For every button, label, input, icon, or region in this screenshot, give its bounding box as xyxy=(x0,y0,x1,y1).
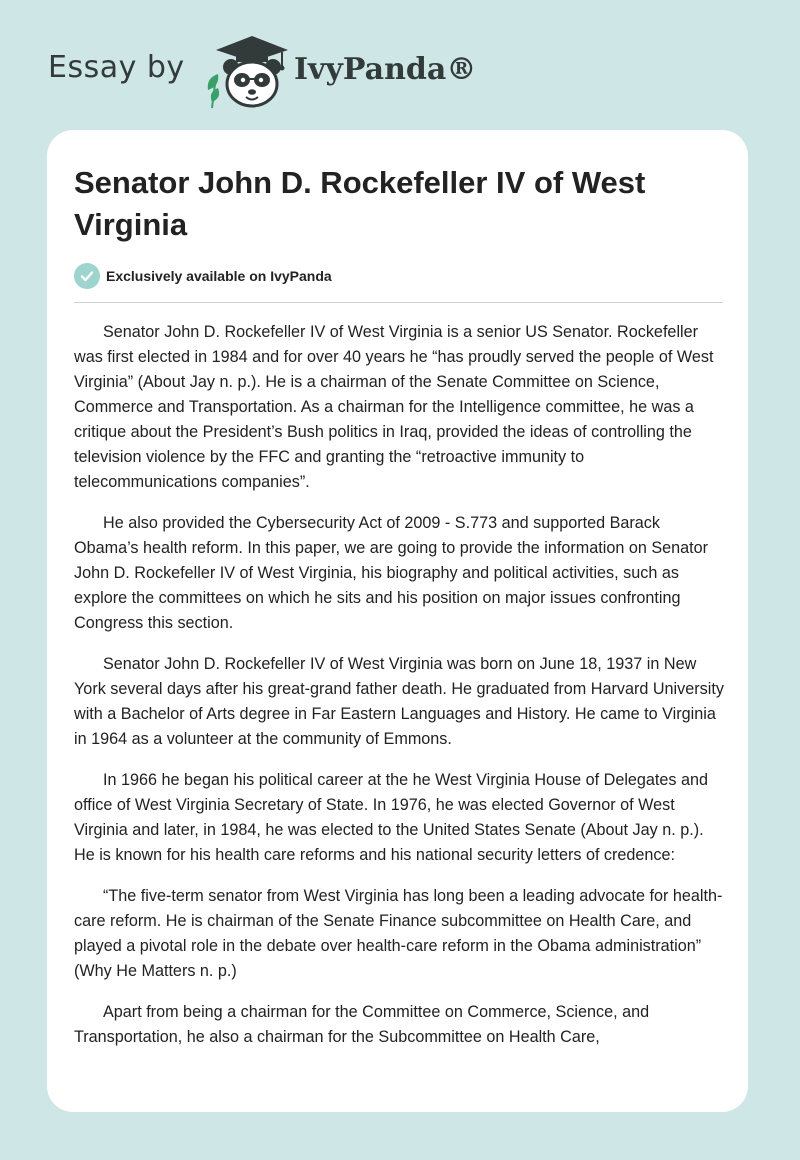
essay-body xyxy=(74,320,724,1066)
brand-header[interactable] xyxy=(48,30,508,110)
brand-prefix: Essay by xyxy=(48,50,185,85)
panda-mascot-icon xyxy=(202,30,294,110)
badge-label: Exclusively available on IvyPanda xyxy=(106,268,332,284)
paragraph: Senator John D. Rockefeller IV of West Virginia is a senior US Senator. Rockefeller was first elected in 1984 and for over 40 years he “has proudly served the people of West Virginia” (About Jay n. p.). He is a chairman of the Senate Committee on Science, Commerce and Transportation. As a chairman for the Intelligence committee, he was a critique about the President’s Bush politics in Iraq, provided the ideas of controlling the television violence by the FFC and granting the “retroactive immunity to telecommunications companies”. xyxy=(74,323,714,491)
essay-card xyxy=(47,130,748,1112)
paragraph: In 1966 he began his political career at the he West Virginia House of Delegates and office of West Virginia Secretary of State. In 1976, he was elected Governor of West Virginia and later, in 1984, he was elected to the United States Senate (About Jay n. p.). He is known for his health care reforms and his national security letters of credence: xyxy=(74,771,709,864)
exclusive-badge xyxy=(74,263,332,289)
paragraph: Apart from being a chairman for the Committee on Commerce, Science, and Transportation, he also a chairman for the Subcommittee on Health Care, xyxy=(74,1003,650,1046)
page-title: Senator John D. Rockefeller IV of West Virginia xyxy=(74,165,646,242)
divider xyxy=(74,302,723,303)
check-icon xyxy=(74,263,100,289)
paragraph: “The five-term senator from West Virginia has long been a leading advocate for health-care reform. He is chairman of the Senate Finance subcommittee on Health Care, and played a pivotal role in the debate over health-care reform in the Obama administration” (Why He Matters n. p.) xyxy=(74,887,723,980)
brand-name: IvyPanda® xyxy=(294,52,477,87)
paragraph: Senator John D. Rockefeller IV of West Virginia was born on June 18, 1937 in New York several days after his great-grand father death. He graduated from Harvard University with a Bachelor of Arts degree in Far Eastern Languages and History. He came to Virginia in 1964 as a volunteer at the community of Emmons. xyxy=(74,655,724,748)
paragraph: He also provided the Cybersecurity Act of 2009 - S.773 and supported Barack Obama’s health reform. In this paper, we are going to provide the information on Senator John D. Rockefeller IV of West Virginia, his biography and political activities, such as explore the committees on which he sits and his position on major issues confronting Congress this section. xyxy=(74,514,709,632)
